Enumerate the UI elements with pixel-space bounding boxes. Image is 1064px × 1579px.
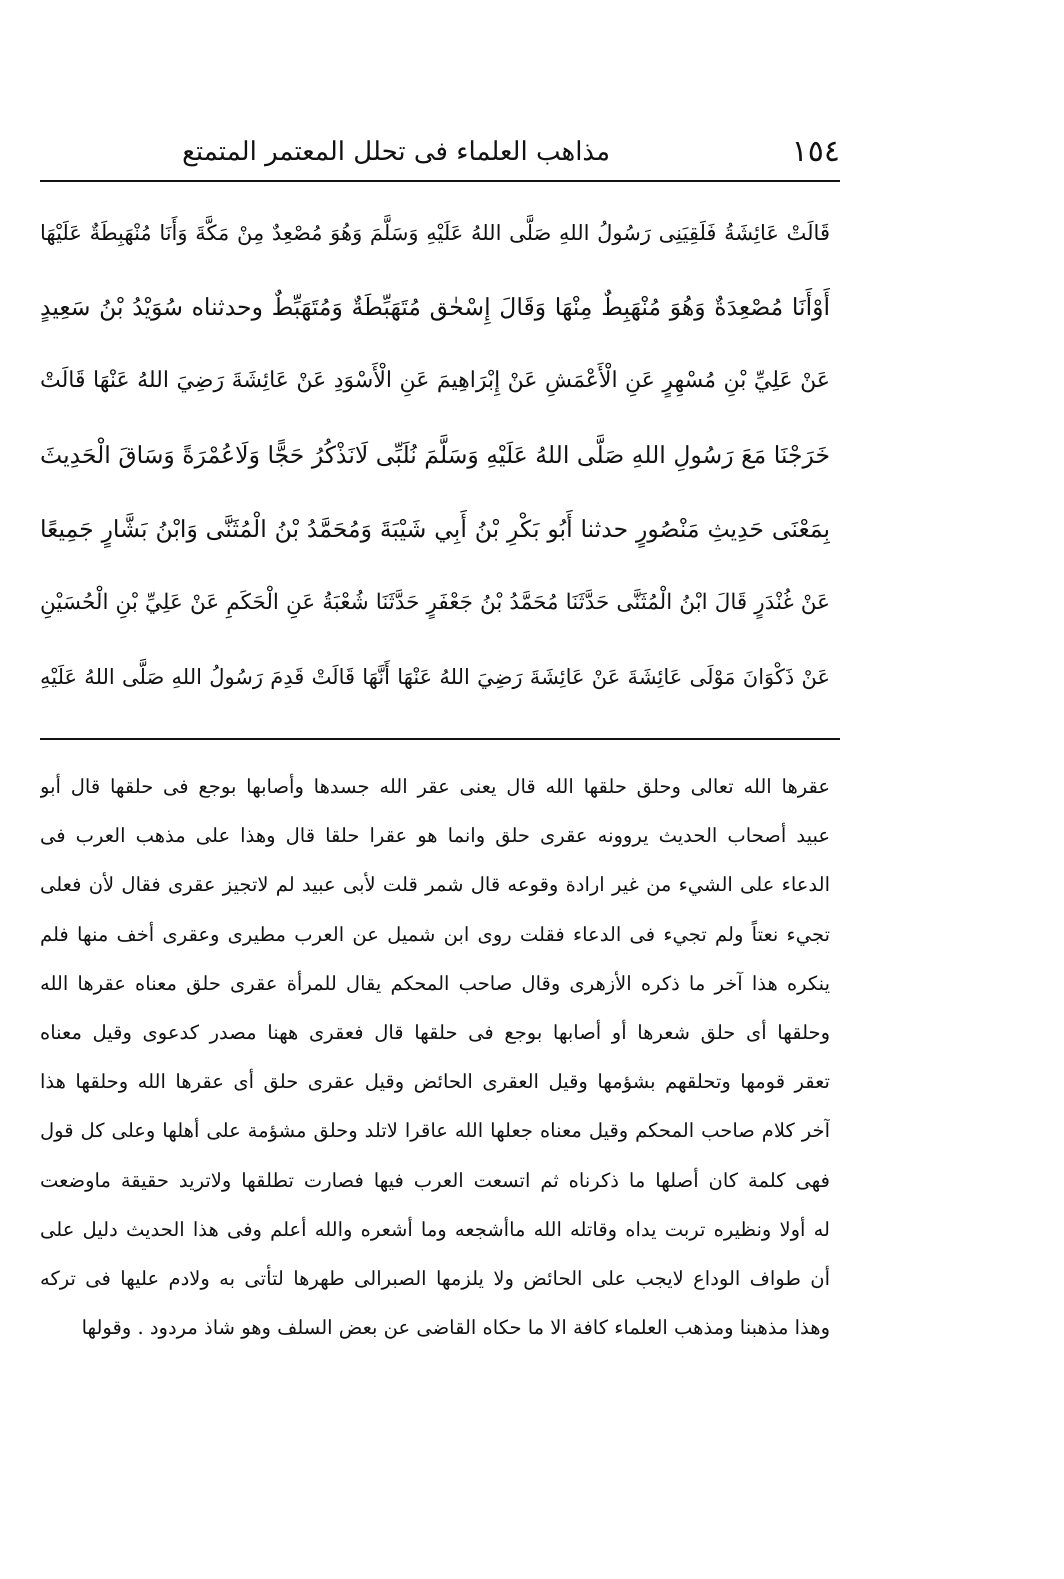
page-number: ١٥٤ <box>791 134 840 169</box>
section-divider <box>40 738 840 740</box>
header-divider <box>40 180 840 182</box>
hadith-line: أَوْأَنَا مُصْعِدَةٌ وَهُوَ مُنْهَبِطٌ مِنْهَا وَقَالَ إِسْحٰق مُتَهَبِّطَةٌ وَمُتَهَبِّطٌ وحدثناه سُوَيْدُ بْنُ سَعِيدٍ <box>40 293 830 321</box>
hadith-line: عَنْ ذَكْوَانَ مَوْلَى عَائِشَةَ عَنْ عَائِشَةَ رَضِيَ اللهُ عَنْهَا أَنَّهَا قَالَتْ قَدِمَ رَسُولُ اللهِ صَلَّى اللهُ عَلَيْهِ <box>40 665 830 689</box>
hadith-line: خَرَجْنَا مَعَ رَسُولِ اللهِ صَلَّى اللهُ عَلَيْهِ وَسَلَّمَ نُلَبِّى لَانَذْكُرُ حَجًّا وَلَاعُمْرَةً وَسَاقَ الْحَدِيثَ <box>40 441 830 469</box>
hadith-line: عَنْ عَلِيِّ بْنِ مُسْهِرٍ عَنِ الْأَعْمَشِ عَنْ إِبْرَاهِيمَ عَنِ الْأَسْوَدِ عَنْ عَائِشَةَ رَضِيَ اللهُ عَنْهَا قَالَتْ <box>40 368 830 393</box>
hadith-line: عَنْ غُنْدَرٍ قَالَ ابْنُ الْمُثَنَّى حَدَّثَنَا مُحَمَّدُ بْنُ جَعْفَرٍ حَدَّثَنَا شُعْبَةُ عَنِ الْحَكَمِ عَنْ عَلِيِّ بْنِ الْحُسَيْنِ <box>40 590 830 615</box>
hadith-line: قَالَتْ عَائِشَةُ فَلَقِيَنِى رَسُولُ اللهِ صَلَّى اللهُ عَلَيْهِ وَسَلَّمَ وَهُوَ مُصْعِدٌ مِنْ مَكَّةَ وَأَنَا مُنْهَبِطَةٌ عَلَيْهَا <box>40 221 830 245</box>
commentary-line: عبيد أصحاب الحديث يروونه عقرى حلق وانما هو عقرا حلقا قال وهذا على مذهب العرب فى <box>40 824 830 848</box>
commentary-line: فهى كلمة كان أصلها ما ذكرناه ثم اتسعت العرب فيها فصارت تطلقها ولاتريد حقيقة ماوضعت <box>40 1168 830 1192</box>
commentary-line: آخر كلام صاحب المحكم وقيل معناه جعلها الله عاقرا لاتلد وحلق مشؤمة على أهلها وعلى كل قول <box>40 1119 830 1143</box>
hadith-line: بِمَعْنَى حَدِيثِ مَنْصُورٍ حدثنا أَبُو بَكْرِ بْنُ أَبِي شَيْبَةَ وَمُحَمَّدُ بْنُ الْمُثَنَّى وَابْنُ بَشَّارٍ جَمِيعًا <box>40 515 830 543</box>
commentary-line: عقرها الله تعالى وحلق حلقها الله قال يعنى عقر الله جسدها وأصابها بوجع فى حلقها قال أبو <box>40 775 830 798</box>
commentary-text <box>40 762 830 1352</box>
commentary-line: الدعاء على الشيء من غير ارادة وقوعه قال شمر قلت لأبى عبيد لم لاتجيز عقرى فقال لأن فعلى <box>40 873 830 897</box>
commentary-line: وهذا مذهبنا ومذهب العلماء كافة الا ما حكاه القاضى عن بعض السلف وهو شاذ مردود . وقولها <box>81 1316 830 1340</box>
commentary-line: تعقر قومها وتحلقهم بشؤمها وقيل العقرى الحائض وقيل عقرى حلق أى عقرها الله وحلقها هذا <box>40 1070 830 1094</box>
running-title: مذاهب العلماء فى تحلل المعتمر المتمتع <box>182 137 610 167</box>
commentary-line: ينكره هذا آخر ما ذكره الأزهرى وقال صاحب المحكم يقال للمرأة عقرى حلق معناه عقرها الله <box>40 971 830 995</box>
commentary-line: أن طواف الوداع لايجب على الحائض ولا يلزمها الصبرالى طهرها لتأتى به ولادم عليها فى تركه <box>40 1266 830 1290</box>
page-header <box>40 132 840 172</box>
hadith-text <box>40 196 830 714</box>
commentary-line: له أولا ونظيره تربت يداه وقاتله الله ماأشجعه وما أشعره والله أعلم وفى هذا الحديث دليل على <box>40 1217 830 1241</box>
commentary-line: وحلقها أى حلق شعرها أو أصابها بوجع فى حلقها قال فعقرى ههنا مصدر كدعوى وقيل معناه <box>40 1020 830 1044</box>
commentary-line: تجيء نعتاً ولم تجيء فى الدعاء فقلت روى ابن شميل عن العرب مطيرى وعقرى أخف منها فلم <box>40 922 830 946</box>
